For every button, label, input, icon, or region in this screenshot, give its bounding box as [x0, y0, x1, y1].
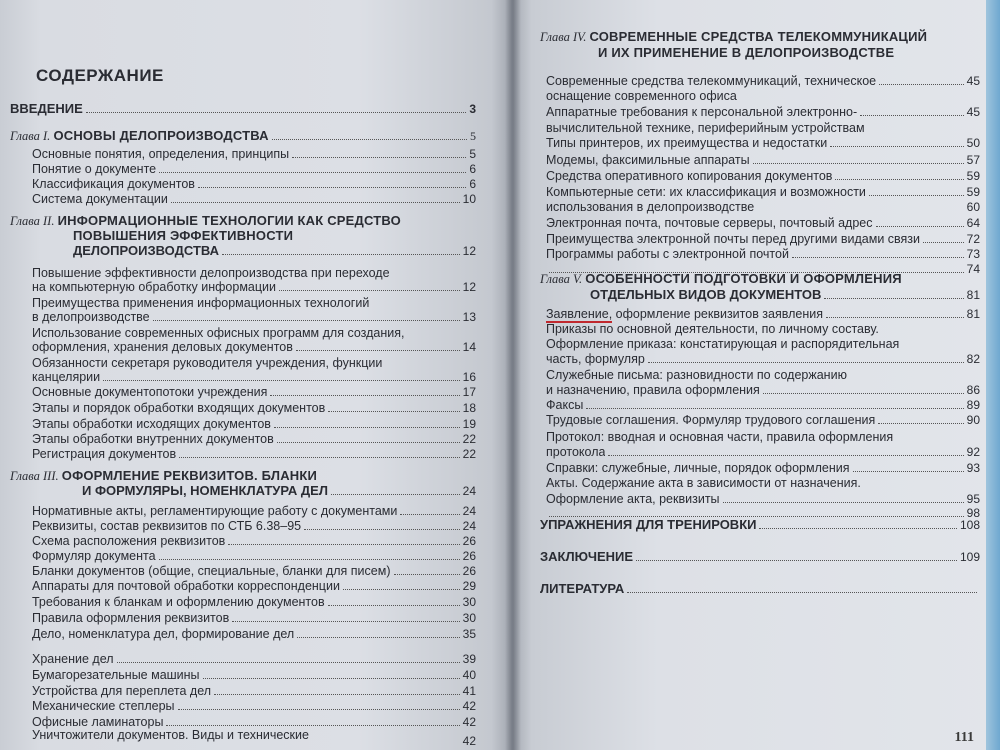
chapter-title-line-2 [73, 229, 293, 243]
page-number: 59 [966, 169, 980, 183]
entry-label: Модемы, факсимильные аппараты [546, 153, 750, 167]
page-number-footer: 111 [954, 730, 974, 745]
entry-label: Система документации [32, 192, 168, 206]
toc-entry[interactable] [32, 519, 476, 533]
entry-label: Аппараты для почтовой обработки корреспонденции [32, 579, 340, 593]
toc-entry[interactable] [546, 445, 980, 459]
page-number: 41 [462, 684, 476, 698]
leader-dots [636, 560, 957, 561]
chapter-label: Глава V. [540, 272, 583, 286]
entry-label: Бумагорезательные машины [32, 668, 200, 682]
toc-entry[interactable] [546, 169, 980, 183]
toc-entry-line-1: Использование современных офисных программ для создания, [32, 326, 405, 340]
toc-title: СОДЕРЖАНИЕ [36, 66, 164, 85]
entry-label: Основные документопотоки учреждения [32, 385, 268, 399]
entry-label: Акты. Содержание акта в зависимости от назначения. [546, 476, 861, 490]
page-number: 19 [462, 417, 476, 431]
entry-label: Устройства для переплета дел [32, 684, 212, 698]
toc-entry[interactable] [32, 432, 476, 446]
leader-dots [297, 637, 459, 638]
chapter-heading-1[interactable] [10, 129, 476, 143]
toc-entry[interactable] [32, 310, 476, 324]
entry-label: в делопроизводстве [32, 310, 150, 324]
toc-entry[interactable] [32, 534, 476, 548]
page-number: 13 [462, 310, 476, 324]
toc-entry[interactable] [10, 192, 476, 206]
toc-entry[interactable] [10, 177, 476, 191]
page-number: 39 [462, 652, 476, 666]
chapter-title-text: ОТДЕЛЬНЫХ ВИДОВ ДОКУМЕНТОВ [590, 288, 822, 302]
toc-entry-exercises[interactable] [540, 518, 980, 532]
entry-label: Средства оперативного копирования документов [546, 169, 833, 183]
chapter-title-text: И ФОРМУЛЯРЫ, НОМЕНКЛАТУРА ДЕЛ [82, 484, 328, 498]
right-page [512, 0, 1000, 750]
toc-entry[interactable] [546, 307, 980, 321]
toc-entry[interactable] [32, 401, 476, 415]
leader-dots [549, 516, 964, 517]
leader-dots [853, 471, 964, 472]
toc-entry[interactable] [10, 147, 476, 161]
entry-label: Факсы [546, 398, 584, 412]
toc-entry[interactable] [32, 370, 476, 384]
chapter-title-text: ДЕЛОПРОИЗВОДСТВА [73, 244, 220, 258]
leader-dots [232, 621, 459, 622]
entry-label: ЗАКЛЮЧЕНИЕ [540, 550, 634, 564]
toc-entry[interactable] [546, 461, 980, 475]
leader-dots [608, 455, 963, 456]
page-number: 26 [462, 549, 476, 563]
leader-dots [394, 574, 460, 575]
book-gutter [505, 0, 521, 750]
toc-entry[interactable] [546, 492, 980, 506]
toc-entry[interactable] [32, 734, 476, 748]
leader-dots [627, 592, 977, 593]
entry-label: Дело, номенклатура дел, формирование дел [32, 627, 295, 641]
toc-entry[interactable] [32, 579, 476, 593]
leader-dots [279, 290, 460, 291]
toc-entry[interactable] [546, 398, 980, 412]
background-edge [986, 0, 1000, 750]
page-number: 16 [462, 370, 476, 384]
leader-dots [178, 709, 460, 710]
entry-label: ВВЕДЕНИЕ [10, 102, 83, 116]
entry-label: Механические степлеры [32, 699, 175, 713]
leader-dots [296, 350, 460, 351]
leader-dots [153, 320, 460, 321]
page-number: 86 [966, 383, 980, 397]
entry-label: Регистрация документов [32, 447, 177, 461]
toc-entry-line-1: Служебные письма: разновидности по содержанию [546, 368, 847, 382]
leader-dots [876, 226, 964, 227]
leader-dots [869, 195, 964, 196]
page-number: 72 [966, 232, 980, 246]
chapter-label: Глава I. [10, 129, 51, 143]
page-number: 30 [462, 611, 476, 625]
page-number: 18 [462, 401, 476, 415]
toc-entry-line-1: Обязанности секретаря руководителя учреждения, функции [32, 356, 383, 370]
entry-label: и назначению, правила оформления [546, 383, 760, 397]
entry-label: Преимущества электронной почты перед другими видами связи [546, 232, 921, 246]
toc-entry[interactable] [32, 385, 476, 399]
entry-label: Электронная почта, почтовые серверы, почтовый адрес [546, 216, 873, 230]
entry-label: Оформление акта, реквизиты [546, 492, 720, 506]
entry-label: Заявление, оформление реквизитов заявления [546, 307, 824, 321]
page-number: 98 [966, 506, 980, 520]
entry-label: Типы принтеров, их преимущества и недостатки [546, 136, 828, 150]
leader-dots [753, 163, 964, 164]
entry-label: вычислительной технике, периферийным устройствам [546, 121, 865, 135]
leader-dots [328, 605, 460, 606]
page-number: 35 [462, 627, 476, 641]
page-number: 14 [462, 340, 476, 354]
toc-entry[interactable] [546, 216, 980, 230]
page-number: 12 [462, 244, 476, 258]
entry-label: Реквизиты, состав реквизитов по СТБ 6.38–95 [32, 519, 302, 533]
toc-entry[interactable] [546, 322, 980, 336]
chapter-label: Глава IV. [540, 30, 587, 44]
leader-dots [648, 362, 964, 363]
entry-label: Этапы обработки внутренних документов [32, 432, 274, 446]
toc-entry[interactable] [546, 74, 980, 88]
leader-dots [166, 725, 459, 726]
page-number: 95 [966, 492, 980, 506]
toc-entry-literature[interactable] [540, 582, 980, 596]
leader-dots [270, 395, 459, 396]
entry-label: оснащение современного офиса [546, 89, 737, 103]
entry-label: Трудовые соглашения. Формуляр трудового соглашения [546, 413, 876, 427]
toc-entry[interactable] [32, 504, 476, 518]
leader-dots [272, 139, 467, 140]
page-number: 26 [462, 534, 476, 548]
toc-entry[interactable] [32, 627, 476, 641]
toc-entry[interactable] [546, 352, 980, 366]
entry-label: УПРАЖНЕНИЯ ДЛЯ ТРЕНИРОВКИ [540, 518, 757, 532]
toc-entry[interactable] [32, 699, 476, 713]
leader-dots [159, 559, 460, 560]
toc-entry[interactable] [546, 232, 980, 246]
page-number: 60 [966, 200, 980, 214]
toc-entry[interactable] [546, 136, 980, 150]
page-number: 10 [462, 192, 476, 206]
entry-label: Приказы по основной деятельности, по личному составу. [546, 322, 879, 336]
page-number: 22 [462, 432, 476, 446]
entry-label: использования в делопроизводстве [546, 200, 755, 214]
toc-entry[interactable] [546, 476, 980, 490]
toc-entry[interactable] [32, 417, 476, 431]
toc-entry[interactable] [546, 200, 980, 214]
leader-dots [203, 678, 460, 679]
leader-dots [103, 380, 460, 381]
page-number: 59 [966, 185, 980, 199]
toc-entry[interactable] [32, 564, 476, 578]
leader-dots [826, 317, 964, 318]
page-number: 81 [966, 307, 980, 321]
toc-entry[interactable] [32, 340, 476, 354]
chapter-title-line-2 [598, 46, 894, 60]
page-number: 93 [966, 461, 980, 475]
toc-entry-line-1: Протокол: вводная и основная части, правила оформления [546, 430, 894, 444]
page-number: 5 [469, 147, 476, 161]
entry-label: на компьютерную обработку информации [32, 280, 277, 294]
page-number: 89 [966, 398, 980, 412]
page-number: 45 [966, 105, 980, 119]
chapter-heading-3[interactable] [10, 469, 476, 483]
entry-label: Справки: служебные, личные, порядок оформления [546, 461, 850, 475]
toc-entry[interactable] [32, 280, 476, 294]
leader-dots [171, 202, 460, 203]
toc-entry[interactable] [32, 684, 476, 698]
leader-dots [86, 112, 467, 113]
chapter-title-line-2[interactable] [82, 484, 476, 498]
page-number: 92 [966, 445, 980, 459]
toc-entry[interactable] [546, 383, 980, 397]
chapter-title-line-2[interactable] [590, 288, 980, 302]
entry-label: Формуляр документа [32, 549, 156, 563]
entry-label: Хранение дел [32, 652, 114, 666]
entry-label: Понятие о документе [32, 162, 157, 176]
entry-label: Схема расположения реквизитов [32, 534, 226, 548]
chapter-heading-4[interactable] [540, 30, 980, 44]
entry-label: ЛИТЕРАТУРА [540, 582, 625, 596]
entry-label: Современные средства телекоммуникаций, техническое [546, 74, 877, 88]
chapter-title-line-1: ИНФОРМАЦИОННЫЕ ТЕХНОЛОГИИ КАК СРЕДСТВО [57, 213, 401, 228]
toc-entry[interactable] [546, 121, 980, 135]
toc-entry[interactable] [32, 652, 476, 666]
entry-label: Этапы обработки исходящих документов [32, 417, 271, 431]
entry-label: Этапы и порядок обработки входящих документов [32, 401, 326, 415]
page-number: 109 [959, 550, 980, 564]
page-number: 12 [462, 280, 476, 294]
toc-entry-line-1: Оформление приказа: констатирующая и распорядительная [546, 337, 900, 351]
toc-entry[interactable] [32, 715, 476, 729]
page-number: 42 [462, 715, 476, 729]
entry-label: Классификация документов [32, 177, 195, 191]
page-number: 90 [966, 413, 980, 427]
page-number: 108 [959, 518, 980, 532]
leader-dots [198, 187, 466, 188]
leader-dots [222, 254, 460, 255]
leader-dots [343, 589, 460, 590]
toc-entry[interactable] [32, 595, 476, 609]
toc-entry-line-1: Уничтожители документов. Виды и технические [32, 728, 309, 742]
entry-label: протокола [546, 445, 606, 459]
leader-dots [277, 442, 460, 443]
page-number: 42 [462, 734, 476, 748]
leader-dots [214, 694, 460, 695]
page-number: 64 [966, 216, 980, 230]
page-number: 73 [966, 247, 980, 261]
page-number: 24 [462, 504, 476, 518]
toc-entry-intro[interactable] [10, 102, 476, 116]
entry-label: часть, формуляр [546, 352, 645, 366]
toc-entry[interactable] [32, 611, 476, 625]
page-number: 82 [966, 352, 980, 366]
page-number: 45 [966, 74, 980, 88]
entry-label: Основные понятия, определения, принципы [32, 147, 290, 161]
toc-entry[interactable] [10, 162, 476, 176]
entry-label: Компьютерные сети: их классификация и возможности [546, 185, 866, 199]
chapter-title-text: ПОВЫШЕНИЯ ЭФФЕКТИВНОСТИ [73, 228, 294, 243]
page-number: 24 [462, 519, 476, 533]
chapter-title-line-1: ОФОРМЛЕНИЕ РЕКВИЗИТОВ. БЛАНКИ [61, 468, 318, 483]
leader-dots [292, 157, 466, 158]
chapter-label: Глава III. [10, 469, 59, 483]
entry-label: Бланки документов (общие, специальные, бланки для писем) [32, 564, 391, 578]
toc-entry-conclusion[interactable] [540, 550, 980, 564]
page-number: 40 [462, 668, 476, 682]
leader-dots [117, 662, 460, 663]
leader-dots [759, 528, 956, 529]
toc-entry[interactable] [546, 153, 980, 167]
toc-entry[interactable] [546, 247, 980, 261]
chapter-title-line-1: СОВРЕМЕННЫЕ СРЕДСТВА ТЕЛЕКОММУНИКАЦИЙ [589, 29, 928, 44]
toc-entry[interactable] [546, 413, 980, 427]
chapter-heading-5[interactable] [540, 272, 980, 286]
chapter-title-text: И ИХ ПРИМЕНЕНИЕ В ДЕЛОПРОИЗВОДСТВЕ [598, 45, 895, 60]
leader-dots [824, 298, 963, 299]
leader-dots [860, 115, 964, 116]
leader-dots [179, 457, 460, 458]
page-number: 17 [462, 385, 476, 399]
chapter-title-line-1: ОСОБЕННОСТИ ПОДГОТОВКИ И ОФОРМЛЕНИЯ [585, 271, 902, 286]
toc-entry[interactable] [32, 549, 476, 563]
leader-dots [304, 529, 460, 530]
leader-dots [400, 514, 459, 515]
chapter-title: ОСНОВЫ ДЕЛОПРОИЗВОДСТВА [53, 129, 269, 143]
entry-label: Требования к бланкам и оформлению документов [32, 595, 325, 609]
leader-dots [879, 84, 964, 85]
toc-entry-line-1: Преимущества применения информационных технологий [32, 296, 370, 310]
page-number: 50 [966, 136, 980, 150]
leader-dots [878, 423, 963, 424]
leader-dots [763, 393, 964, 394]
page-number: 30 [462, 595, 476, 609]
page-number: 74 [966, 262, 980, 276]
entry-label: канцелярии [32, 370, 101, 384]
chapter-label: Глава II. [10, 214, 55, 228]
toc-entry[interactable] [546, 89, 980, 103]
page-number: 24 [462, 484, 476, 498]
page-number: 81 [966, 288, 980, 302]
chapter-title-line-3[interactable] [73, 244, 476, 258]
entry-label: Аппаратные требования к персональной электронно- [546, 105, 858, 119]
page-number: 6 [469, 162, 476, 176]
toc-entry[interactable] [32, 447, 476, 461]
page-number: 22 [462, 447, 476, 461]
entry-label: Офисные ламинаторы [32, 715, 164, 729]
toc-entry-line-1: Повышение эффективности делопроизводства при переходе [32, 266, 390, 280]
leader-dots [328, 411, 459, 412]
entry-label: оформления, хранения деловых документов [32, 340, 293, 354]
chapter-heading-2[interactable] [10, 214, 476, 228]
page-number: 3 [469, 102, 476, 116]
page-number: 5 [470, 129, 476, 143]
entry-label: Программы работы с электронной почтой [546, 247, 789, 261]
leader-dots [586, 408, 963, 409]
leader-dots [723, 502, 964, 503]
toc-entry[interactable] [32, 668, 476, 682]
page-number: 42 [462, 699, 476, 713]
leader-dots [228, 544, 459, 545]
leader-dots [835, 179, 963, 180]
page-number: 6 [469, 177, 476, 191]
page-number: 26 [462, 564, 476, 578]
leader-dots [923, 242, 964, 243]
leader-dots [159, 172, 466, 173]
page-number: 57 [966, 153, 980, 167]
leader-dots [792, 257, 964, 258]
page-number: 29 [462, 579, 476, 593]
entry-label: Нормативные акты, регламентирующие работу с документами [32, 504, 398, 518]
leader-dots [830, 146, 963, 147]
leader-dots [331, 494, 460, 495]
entry-label: Правила оформления реквизитов [32, 611, 230, 625]
leader-dots [274, 427, 460, 428]
toc-entry[interactable] [546, 105, 980, 119]
toc-entry[interactable] [546, 185, 980, 199]
